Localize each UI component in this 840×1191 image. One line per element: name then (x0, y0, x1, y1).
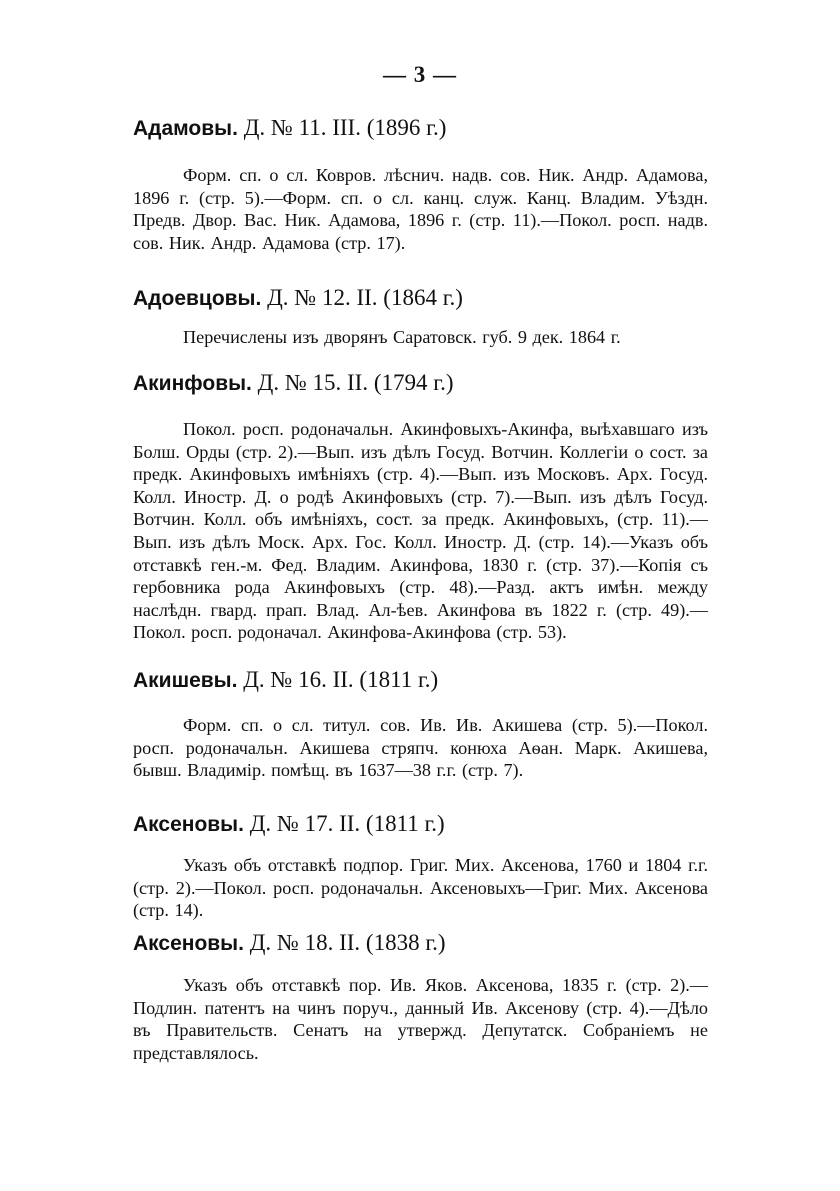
entry-description: Указъ объ отставкѣ подпор. Григ. Мих. Аксенова, 1760 и 1804 г.г. (стр. 2).—Покол. росп. родоначальн. Аксеновыхъ—Григ. Мих. Аксенова (стр. 14). (133, 855, 708, 921)
entry-description: Указъ объ отставкѣ пор. Ив. Яков. Аксенова, 1835 г. (стр. 2).—Подлин. патентъ на чинъ поруч., данный Ив. Аксенову (стр. 4).—Дѣло въ Правительств. Сенатъ на утвержд. Депутатск. Собраніемъ не представлялось. (133, 975, 708, 1063)
entry-heading (133, 929, 708, 958)
family-name: Аксеновы. (133, 813, 244, 836)
case-reference: Д. № 12. II. (1864 г.) (267, 285, 463, 310)
entry-heading (133, 284, 708, 313)
family-entry (133, 810, 708, 922)
case-reference: Д. № 18. II. (1838 г.) (249, 930, 446, 955)
family-name: Адоевцовы. (133, 287, 262, 310)
page-number: — 3 — (383, 62, 457, 87)
entry-description: Покол. росп. родоначальн. Акинфовыхъ-Акинфа, выѣхавшаго изъ Болш. Орды (стр. 2).—Вып. изъ дѣлъ Госуд. Вотчин. Коллегіи о сост. за предк. Акинфовыхъ имѣніяхъ (стр. 4).—Вып. изъ Московъ. Арх. Госуд. Колл. Иностр. Д. о родѣ Акинфовыхъ (стр. 7).—Вып. изъ дѣлъ Госуд. Вотчин. Колл. объ имѣніяхъ, сост. за предк. Акинфовыхъ, (стр. 11).—Вып. изъ дѣлъ Моск. Арх. Гос. Колл. Иностр. Д. (стр. 14).—Указъ объ отставкѣ ген.-м. Фед. Владим. Акинфова, 1830 г. (стр. 37).—Копія съ гербовника рода Акинфовыхъ (стр. 48).—Разд. актъ имѣн. между наслѣдн. гвард. прап. Влад. Ал-ѣев. Акинфова въ 1822 г. (стр. 49).—Покол. росп. родоначал. Акинфова-Акинфова (стр. 53). (133, 419, 708, 643)
case-reference: Д. № 15. II. (1794 г.) (257, 370, 454, 395)
entry-heading (133, 666, 708, 695)
entry-description: Форм. сп. о сл. Ковров. лѣснич. надв. сов. Ник. Андр. Адамова, 1896 г. (стр. 5).—Форм. сп. о сл. канц. служ. Канц. Владим. Уѣздн. Предв. Двор. Вас. Ник. Адамова, 1896 г. (стр. 11).—Покол. росп. надв. сов. Ник. Андр. Адамова (стр. 17). (133, 165, 708, 253)
entry-description: Перечислены изъ дворянъ Саратовск. губ. 9 дек. 1864 г. (183, 327, 621, 347)
family-entry (133, 369, 708, 644)
entry-description: Форм. сп. о сл. титул. сов. Ив. Ив. Акишева (стр. 5).—Покол. росп. родоначальн. Акишева стряпч. конюха Аѳан. Марк. Акишева, бывш. Владимір. помѣщ. въ 1637—38 г.г. (стр. 7). (133, 715, 708, 781)
family-name: Акинфовы. (133, 372, 252, 395)
family-name: Акишевы. (133, 669, 238, 692)
case-reference: Д. № 17. II. (1811 г.) (249, 811, 445, 836)
family-entry (133, 666, 708, 782)
case-reference: Д. № 16. II. (1811 г.) (243, 667, 439, 692)
case-reference: Д. № 11. III. (1896 г.) (243, 115, 447, 140)
family-entry (133, 929, 708, 1064)
family-entry (133, 284, 708, 349)
family-name: Аксеновы. (133, 932, 244, 955)
entry-heading (133, 810, 708, 839)
family-entry (133, 114, 708, 254)
family-name: Адамовы. (133, 117, 238, 140)
entry-heading (133, 114, 708, 143)
entry-heading (133, 369, 708, 398)
